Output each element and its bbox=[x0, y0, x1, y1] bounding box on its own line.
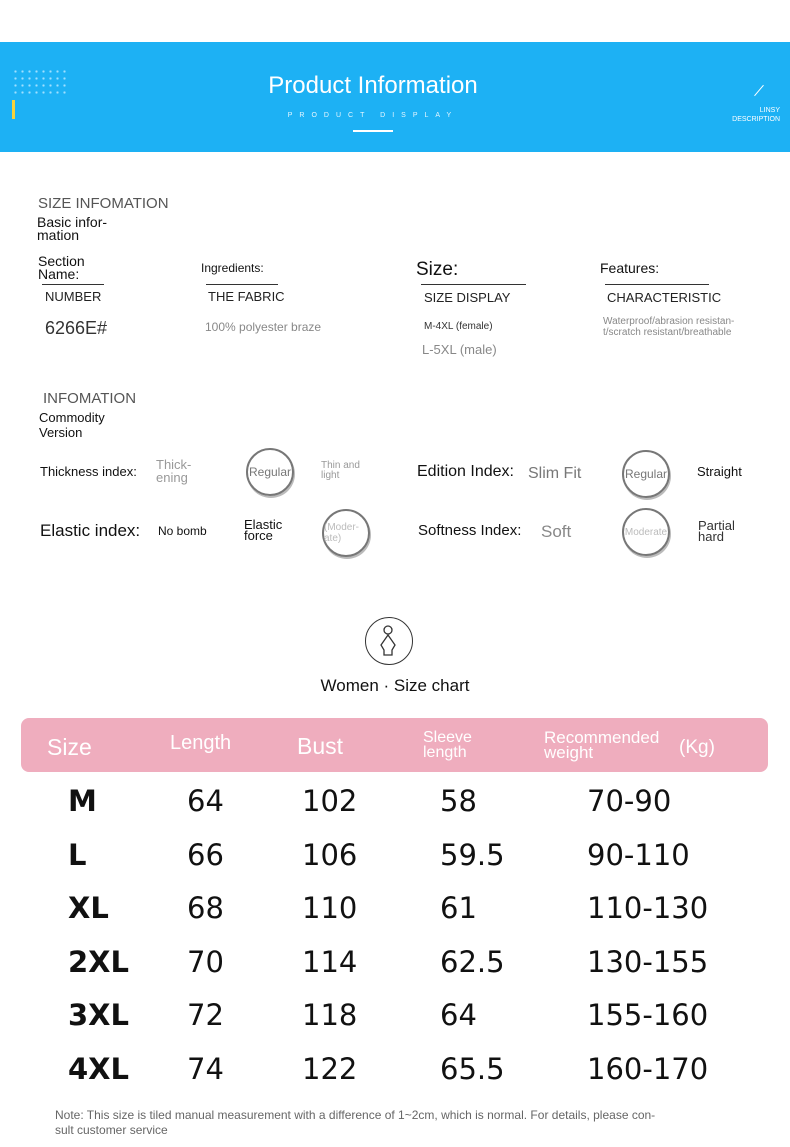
commodity-line-1: Commodity bbox=[39, 410, 105, 425]
brand-mark bbox=[720, 106, 780, 124]
edition-selected bbox=[622, 450, 670, 498]
features-line-1: Waterproof/abrasion resistan- bbox=[603, 316, 735, 327]
edition-selected-text: Regular bbox=[624, 467, 668, 481]
size-info-heading: SIZE INFOMATION bbox=[38, 195, 169, 212]
size-display-caption: SIZE DISPLAY bbox=[424, 290, 511, 305]
elastic-force-line-2: force bbox=[244, 528, 273, 543]
cell-bust: 114 bbox=[302, 945, 358, 979]
cell-length: 64 bbox=[187, 784, 224, 818]
basic-info-line-1: Basic infor- bbox=[37, 214, 108, 230]
male-size-range: L-5XL (male) bbox=[422, 342, 497, 357]
thin-line-2: light bbox=[321, 470, 340, 481]
header-weight bbox=[544, 730, 659, 760]
cell-size: 4XL bbox=[68, 1052, 130, 1086]
cell-size: 2XL bbox=[68, 945, 130, 979]
features-label: Features: bbox=[600, 260, 660, 276]
features-line-2: t/scratch resistant/breathable bbox=[603, 327, 732, 338]
thickness-selected-text: Regular bbox=[248, 465, 292, 479]
cell-sleeve: 62.5 bbox=[440, 945, 505, 979]
elastic-selected-line-2: ate) bbox=[324, 533, 342, 544]
cell-sleeve: 65.5 bbox=[440, 1052, 505, 1086]
elastic-selected-line-1: (Moder- bbox=[324, 522, 360, 533]
cell-weight: 110-130 bbox=[587, 891, 709, 925]
elastic-selected bbox=[322, 509, 370, 557]
cell-length: 70 bbox=[187, 945, 224, 979]
thickness-option-thin bbox=[321, 461, 360, 481]
header-length: Length bbox=[170, 732, 232, 754]
elastic-force-line-1: Elastic bbox=[244, 517, 283, 532]
note-line-1: Note: This size is tiled manual measurement with a difference of 1~2cm, which is normal. For details, please con- bbox=[55, 1108, 656, 1122]
info-heading: INFOMATION bbox=[43, 390, 137, 407]
softness-option-soft: Soft bbox=[541, 522, 572, 541]
header-unit: (Kg) bbox=[679, 737, 715, 758]
edition-label: Edition Index: bbox=[417, 463, 514, 480]
cell-bust: 118 bbox=[302, 998, 358, 1032]
thickening-line-1: Thick- bbox=[156, 457, 192, 472]
header-sleeve-line-1: Sleeve bbox=[423, 729, 472, 746]
header-bust: Bust bbox=[297, 733, 344, 759]
cell-size: 3XL bbox=[68, 998, 130, 1032]
edition-option-straight: Straight bbox=[697, 464, 742, 479]
cell-weight: 155-160 bbox=[587, 998, 709, 1032]
cell-sleeve: 59.5 bbox=[440, 838, 505, 872]
ingredients-label: Ingredients: bbox=[201, 261, 264, 275]
number-caption: NUMBER bbox=[45, 289, 102, 304]
commodity-line-2: Version bbox=[39, 425, 83, 440]
page-title: Product Information bbox=[268, 72, 478, 99]
cell-weight: 130-155 bbox=[587, 945, 709, 979]
cell-bust: 122 bbox=[302, 1052, 358, 1086]
divider bbox=[206, 284, 278, 285]
cell-size: L bbox=[68, 838, 87, 872]
softness-selected bbox=[622, 508, 670, 556]
cell-length: 72 bbox=[187, 998, 224, 1032]
size-note bbox=[55, 1108, 735, 1138]
divider bbox=[605, 284, 709, 285]
divider bbox=[421, 284, 526, 285]
cell-size: M bbox=[68, 784, 97, 818]
cell-sleeve: 58 bbox=[440, 784, 477, 818]
thickness-option-thickening bbox=[156, 458, 191, 484]
cell-length: 66 bbox=[187, 838, 224, 872]
brand-line-1: LINSY bbox=[759, 107, 780, 114]
cell-weight: 90-110 bbox=[587, 838, 690, 872]
cell-length: 74 bbox=[187, 1052, 224, 1086]
header-weight-line-1: Recommended bbox=[544, 728, 660, 747]
header-weight-line-2: weight bbox=[544, 743, 594, 762]
elastic-option-force bbox=[244, 519, 282, 541]
fabric-value: 100% polyester braze bbox=[205, 320, 322, 334]
number-value: 6266E# bbox=[45, 318, 108, 338]
cell-bust: 106 bbox=[302, 838, 358, 872]
cell-weight: 160-170 bbox=[587, 1052, 709, 1086]
title-underline bbox=[353, 130, 393, 132]
cell-bust: 110 bbox=[302, 891, 358, 925]
page-subtitle: PRODUCT DISPLAY bbox=[287, 112, 459, 119]
softness-selected-text: Moderate bbox=[624, 526, 668, 538]
size-chart-title: Women · Size chart bbox=[320, 676, 470, 695]
fabric-caption: THE FABRIC bbox=[208, 289, 285, 304]
thickness-label: Thickness index: bbox=[40, 464, 137, 479]
thickness-selected bbox=[246, 448, 294, 496]
hard-line-1: Partial bbox=[698, 518, 735, 533]
softness-label: Softness Index: bbox=[418, 522, 522, 539]
cell-weight: 70-90 bbox=[587, 784, 672, 818]
divider bbox=[42, 284, 104, 285]
section-name-label: Section Name: bbox=[38, 253, 85, 282]
cell-size: XL bbox=[68, 891, 109, 925]
thin-line-1: Thin and bbox=[321, 460, 360, 471]
cell-sleeve: 61 bbox=[440, 891, 477, 925]
cell-bust: 102 bbox=[302, 784, 358, 818]
thickening-line-2: ening bbox=[156, 470, 188, 485]
softness-option-hard bbox=[698, 520, 735, 542]
basic-info-line-2: mation bbox=[37, 227, 80, 243]
cell-length: 68 bbox=[187, 891, 224, 925]
elastic-label: Elastic index: bbox=[40, 521, 141, 540]
size-label: Size: bbox=[416, 259, 459, 280]
woman-icon bbox=[365, 617, 413, 665]
edition-option-slim: Slim Fit bbox=[528, 465, 582, 482]
commodity-version bbox=[39, 410, 105, 440]
elastic-option-no-bomb: No bomb bbox=[158, 524, 207, 538]
note-line-2: sult customer service bbox=[55, 1123, 168, 1137]
characteristic-caption: CHARACTERISTIC bbox=[607, 290, 722, 305]
header-sleeve bbox=[423, 730, 472, 760]
features-value bbox=[603, 316, 778, 338]
hard-line-2: hard bbox=[698, 529, 725, 544]
female-size-range: M-4XL (female) bbox=[424, 321, 493, 332]
header-sleeve-line-2: length bbox=[423, 744, 467, 761]
cell-sleeve: 64 bbox=[440, 998, 477, 1032]
brand-line-2: DESCRIPTION bbox=[732, 116, 780, 123]
header-size: Size bbox=[47, 734, 92, 760]
